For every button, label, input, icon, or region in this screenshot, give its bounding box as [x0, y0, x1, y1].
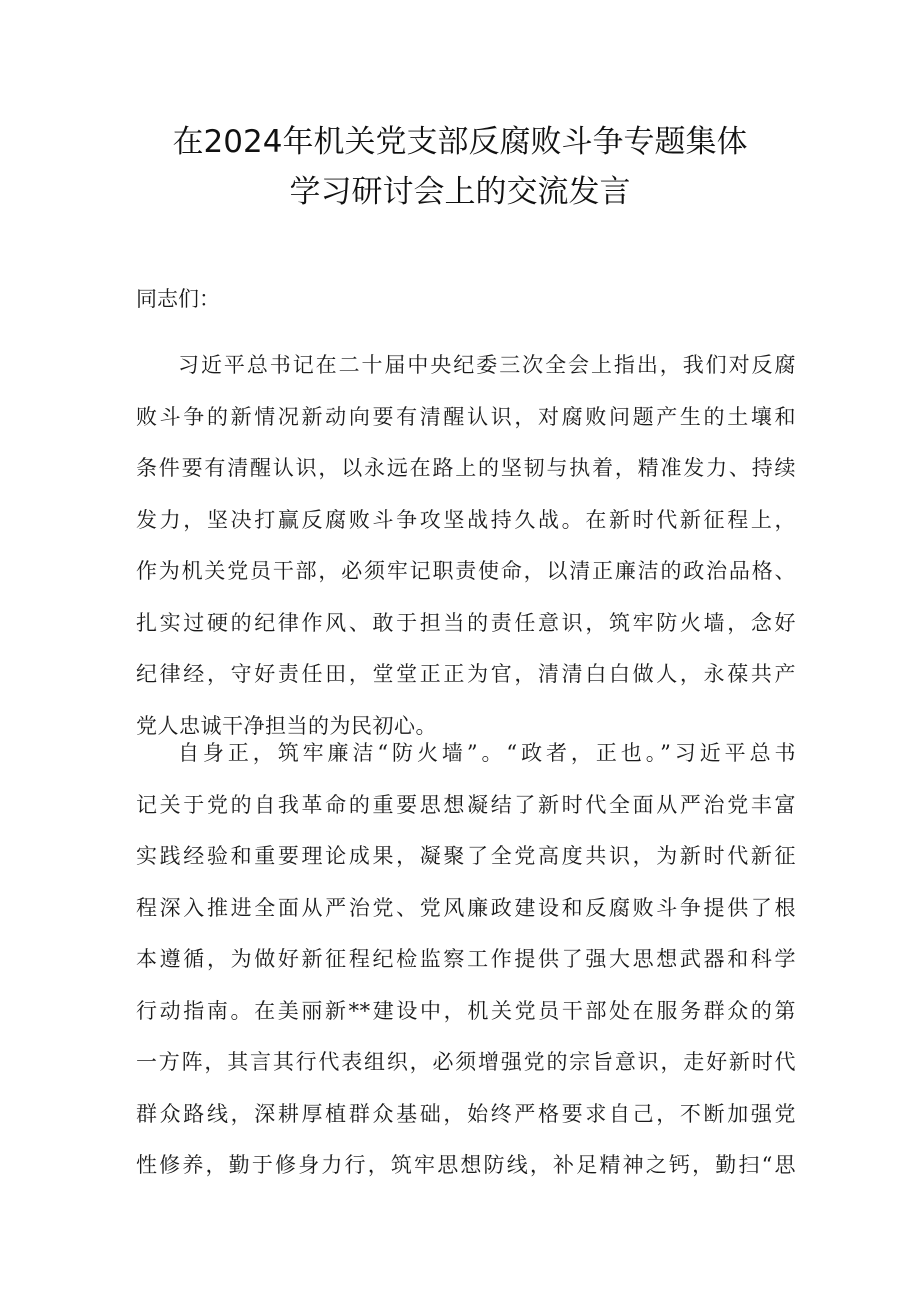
paragraph-line: 发力，坚决打赢反腐败斗争攻坚战持久战。在新时代新征程上， [136, 507, 796, 532]
paragraph-line: 本遵循，为做好新征程纪检监察工作提供了强大思想武器和科学 [136, 947, 796, 971]
paragraph-line: 记关于党的自我革命的重要思想凝结了新时代全面从严治党丰富 [136, 792, 796, 817]
paragraph-line: 作为机关党员干部，必须牢记职责使命，以清正廉洁的政治品格、 [136, 559, 796, 583]
salutation: 同志们： [136, 287, 220, 311]
paragraph-line: 条件要有清醒认识，以永远在路上的坚韧与执着，精准发力、持续 [136, 456, 796, 480]
paragraph-1 [136, 340, 796, 752]
paragraph-line: 败斗争的新情况新动向要有清醒认识，对腐败问题产生的土壤和 [136, 404, 796, 429]
document-title-line-2: 学习研讨会上的交流发言 [289, 174, 631, 210]
paragraph-line: 习近平总书记在二十届中央纪委三次全会上指出，我们对反腐 [178, 353, 796, 377]
paragraph-line: 群众路线，深耕厚植群众基础，始终严格要求自己，不断加强党 [136, 1101, 796, 1126]
paragraph-line: 一方阵，其言其行代表组织，必须增强党的宗旨意识，走好新时代 [136, 1050, 796, 1074]
paragraph-line: 行动指南。在美丽新**建设中，机关党员干部处在服务群众的第 [136, 998, 796, 1023]
paragraph-line: 扎实过硬的纪律作风、敢于担当的责任意识，筑牢防火墙，念好 [136, 610, 796, 635]
paragraph-line: 自身正，筑牢廉洁“防火墙”。“政者，正也。”习近平总书 [178, 741, 796, 765]
paragraph-line: 性修养，勤于修身力行，筑牢思想防线，补足精神之钙，勤扫“思 [136, 1153, 796, 1177]
paragraph-2 [136, 728, 796, 1192]
document-title-line-1: 在2024年机关党支部反腐败斗争专题集体 [172, 124, 748, 160]
paragraph-line: 党人忠诚干净担当的为民初心。 [136, 713, 437, 738]
paragraph-line: 实践经验和重要理论成果，凝聚了全党高度共识，为新时代新征 [136, 844, 796, 868]
paragraph-line: 纪律经，守好责任田，堂堂正正为官，清清白白做人，永葆共产 [136, 662, 796, 686]
paragraph-line: 程深入推进全面从严治党、党风廉政建设和反腐败斗争提供了根 [136, 895, 796, 920]
